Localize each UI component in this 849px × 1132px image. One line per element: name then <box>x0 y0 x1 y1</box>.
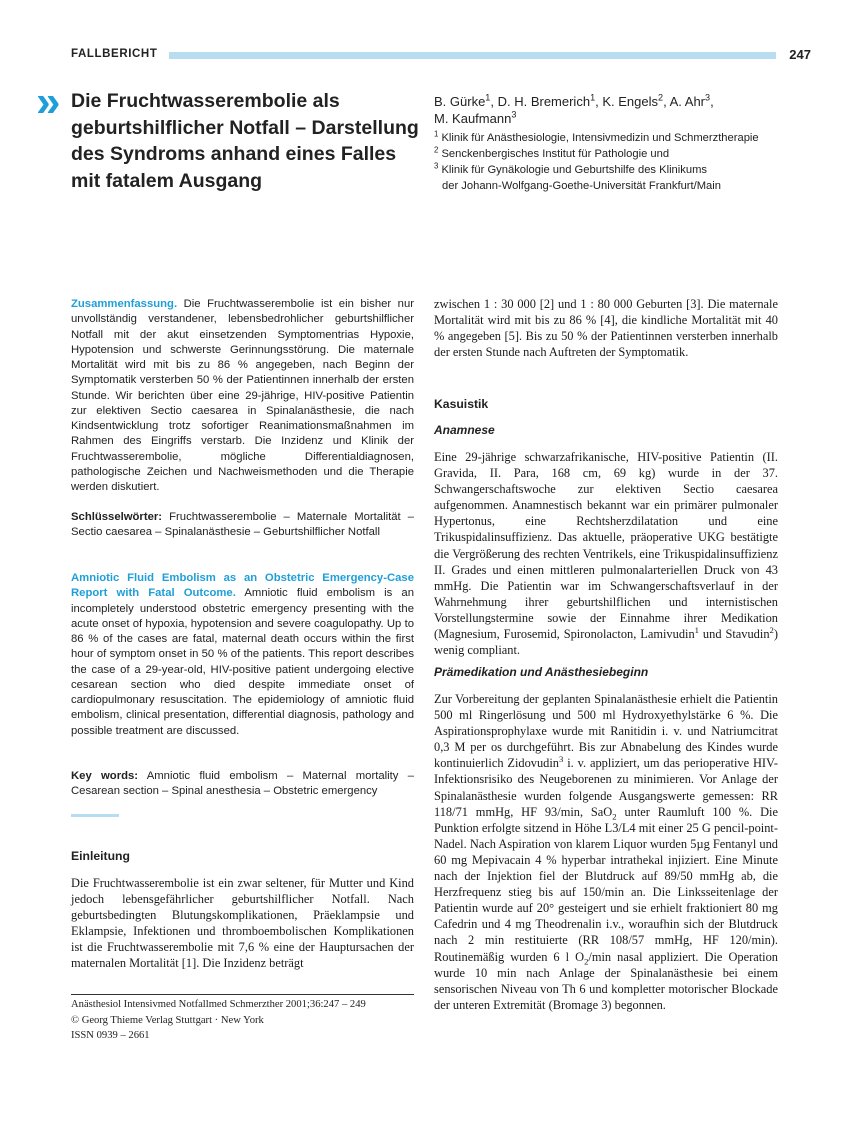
keywords-english-label: Key words: <box>71 770 139 782</box>
abstract-german-label: Zusammenfassung. <box>71 298 178 310</box>
anamnese-heading: Anamnese <box>434 423 495 437</box>
intro-text: Die Fruchtwasserembolie ist ein zwar seltener, für Mutter und Kind jedoch lebensgefährlicher geburtshilflicher Notfall. Nach geburtsbedingten Blutungskomplikationen, Präeklampsie und Eklampsie, Infektionen und thromboembolischen Komplikationen ist die Fruchtwasserembolie mit 7,6 % eine der Hauptursachen der maternalen Mortalität [1]. Die Inzidenz beträgt <box>71 876 414 971</box>
anamnese-text: Eine 29-jährige schwarzafrikanische, HIV-positive Patientin (II. Gravida, II. Para, 168 cm, 69 kg) wurde in der 37. Schwangerschaftswoche zur elektiven Sectio caesarea aufgenommen. Anamnestisch bekannt war ein primärer pulmonaler Hypertonus, eine Rechtsherzdilatation und eine Trikuspidalinsuffizienz. Das aktuelle, präoperative UKG bestätigte die Vergrößerung des rechten Ventrikels, eine Trikuspidalinsuffizienz II. Grades und einen mittleren pulmonalarteriellen Druck von 43 mmHg. Die Patientin war im Schwangerschaftsverlauf in der Wahrnehmung ihrer geburtshilflichen und internistischen Vorstellungstermine sowie der Einnahme ihrer Medikation (Magnesium, Furosemid, Spironolacton, Lamivudin$^1$ und Stavudin$^2$) wenig compliant. <box>434 450 778 658</box>
author: D. H. Bremerich$^1$, <box>497 92 603 109</box>
citation-footer <box>71 997 366 1044</box>
authors-block <box>434 93 814 194</box>
title-quote-mark-icon: » <box>36 77 56 126</box>
citation-journal: Anästhesiol Intensivmed Notfallmed Schmerzther 2001;36:247 – 249 <box>71 999 366 1010</box>
affiliation: $^3$ Klinik für Gynäkologie und Geburtshilfe des Klinikums <box>434 161 707 176</box>
keywords-german-label: Schlüsselwörter: <box>71 511 163 523</box>
keywords-german <box>71 510 414 541</box>
author: B. Gürke$^1$, <box>434 92 498 109</box>
keywords-german-text: Fruchtwasserembolie – Maternale Mortalität – Sectio caesarea – Spinalanästhesie – Geburtshilflicher Notfall <box>71 511 415 539</box>
citation-rule <box>71 994 414 995</box>
abstract-german <box>71 297 414 495</box>
affiliation: $^2$ Senckenbergisches Institut für Pathologie und <box>434 145 670 160</box>
running-header <box>71 46 814 66</box>
citation-publisher: © Georg Thieme Verlag Stuttgart · New York <box>71 1014 264 1026</box>
abstract-english-text: Amniotic fluid embolism is an incompletely understood obstetric emergency presenting with the acute onset of hypoxia, hypotension and severe coagulopathy. Up to 86 % of the cases are fatal, maternal death occurs within the first hour of symptom onset in 50 % of the patients. This report describes the case of a 29-year-old, HIV-positive patient undergoing elective cesarean section who died despite immediate onset of cardiopulmonary resuscitation. The epidemiology of amniotic fluid embolism, clinical presentation, differential diagnosis, pathology and possible treatment are discussed. <box>71 587 415 737</box>
article-title: Die Fruchtwasserembolie als geburtshilflicher Notfall – Darstellung des Syndroms anhand eines Falles mit fatalem Ausgang <box>71 90 419 192</box>
citation-issn: ISSN 0939 – 2661 <box>71 1030 150 1041</box>
abstract-english-label: Amniotic Fluid Embolism as an Obstetric Emergency-Case Report with Fatal Outcome. <box>71 572 414 600</box>
affiliation-continuation: der Johann-Wolfgang-Goethe-Universität Frankfurt/Main <box>442 180 721 192</box>
intro-heading: Einleitung <box>71 849 130 863</box>
author-list <box>434 93 814 127</box>
keywords-english <box>71 769 414 800</box>
header-bar <box>169 52 776 59</box>
abstract-german-text: Die Fruchtwasserembolie ist ein bisher nur unvollständig verstandener, lebensbedrohlicher geburtshilflicher Notfall mit der akut einsetzenden Symptomentrias Hypoxie, Hypotension und schwerste Gerinnungsstörung. Die maternale Mortalität wird mit bis zu 86 % angegeben, nach Beginn der Symptomatik versterben 50 % der Patientinnen innerhalb der ersten Stunde. Wir berichten über eine 29-jährige, HIV-positive Patientin zur elektiven Sectio caesarea in Spinalanästhesie, die nach Kindsentwicklung trotz sofortiger Reanimationsmaßnahmen im Rahmen des Eingriffs verstarb. Die Inzidenz und Klinik der Fruchtwasserembolie, mögliche Differentialdiagnosen, pathologische Zeichen und Nachweismethoden und die Therapie werden diskutiert. <box>71 298 414 493</box>
page-number: 247 <box>789 47 811 62</box>
author: A. Ahr$^3$, <box>669 92 714 109</box>
author: K. Engels$^2$, <box>602 92 670 109</box>
affiliation-list <box>434 130 814 194</box>
praemedikation-text: Zur Vorbereitung der geplanten Spinalanästhesie erhielt die Patientin 500 ml Ringerlösung und 500 ml Hydroxyethylstärke 6 %. Die Aspirationsprophylaxe wurde mit Ranitidin i. v. und Natriumcitrat 0,3 M per os durchgeführt. Bis zur Abnabelung des Kindes wurde kontinuierlich Zidovudin$^3$ i. v. appliziert, um das perioperative HIV-Infektionsrisiko des Neugeborenen zu minimieren. Vor Anlage der Spinalanästhesie wurden folgende Ausgangswerte gemessen: RR 118/71 mmHg, HF 93/min, SaO$_2$ unter Raumluft 100 %. Die Punktion erfolgte sitzend in Höhe L3/L4 mit einer 25 G pencil-point-Nadel. Nach Aspiration von klarem Liquor wurden 5µg Fentanyl und 60 mg Mepivacain 4 % hyperbar intrathekal injiziert. Eine Minute nach der Injektion fiel der Blutdruck auf 89/50 mmHg ab, die Herzfrequenz stieg bis auf 150/min an. Die Linksseitenlage der Patientin wurde auf 20° gesteigert und sie erhielt fraktioniert 80 mg Cafedrin und 4 mg Theodrenalin i.v., woraufhin sich der Blutdruck nach 2 min restituierte (RR 108/57 mmHg, HF 120/min). Routinemäßig wurden 6 l $O_2/\min$ nasal appliziert. Die Operation wurde 10 min nach Anlage der Spinalanästhesie bei einem sensorischen Niveau von Th 6 und kompletter motorischer Blockade der unteren Extremität (Bromage 3) begonnen. <box>434 692 778 1012</box>
intro-text-continued: zwischen 1 : 30 000 [2] und 1 : 80 000 Geburten [3]. Die maternale Mortalität wird mit bis zu 86 % [4], die kindliche Mortalität mit 40 % angegeben [5]. Bis zu 50 % der Patientinnen versterben innerhalb der ersten Stunde nach Auftreten der Symptomatik. <box>434 297 778 360</box>
keywords-english-text: Amniotic fluid embolism – Maternal mortality – Cesarean section – Spinal anesthesia – Obstetric emergency <box>71 770 414 798</box>
author: M. Kaufmann$^3$ <box>434 109 517 126</box>
affiliation: $^1$ Klinik für Anästhesiologie, Intensivmedizin und Schmerztherapie <box>434 129 759 144</box>
section-label: FALLBERICHT <box>71 48 158 60</box>
case-heading: Kasuistik <box>434 397 489 411</box>
praemedikation-heading: Prämedikation und Anästhesiebeginn <box>434 665 649 679</box>
section-divider <box>71 814 119 817</box>
abstract-english <box>71 571 414 739</box>
